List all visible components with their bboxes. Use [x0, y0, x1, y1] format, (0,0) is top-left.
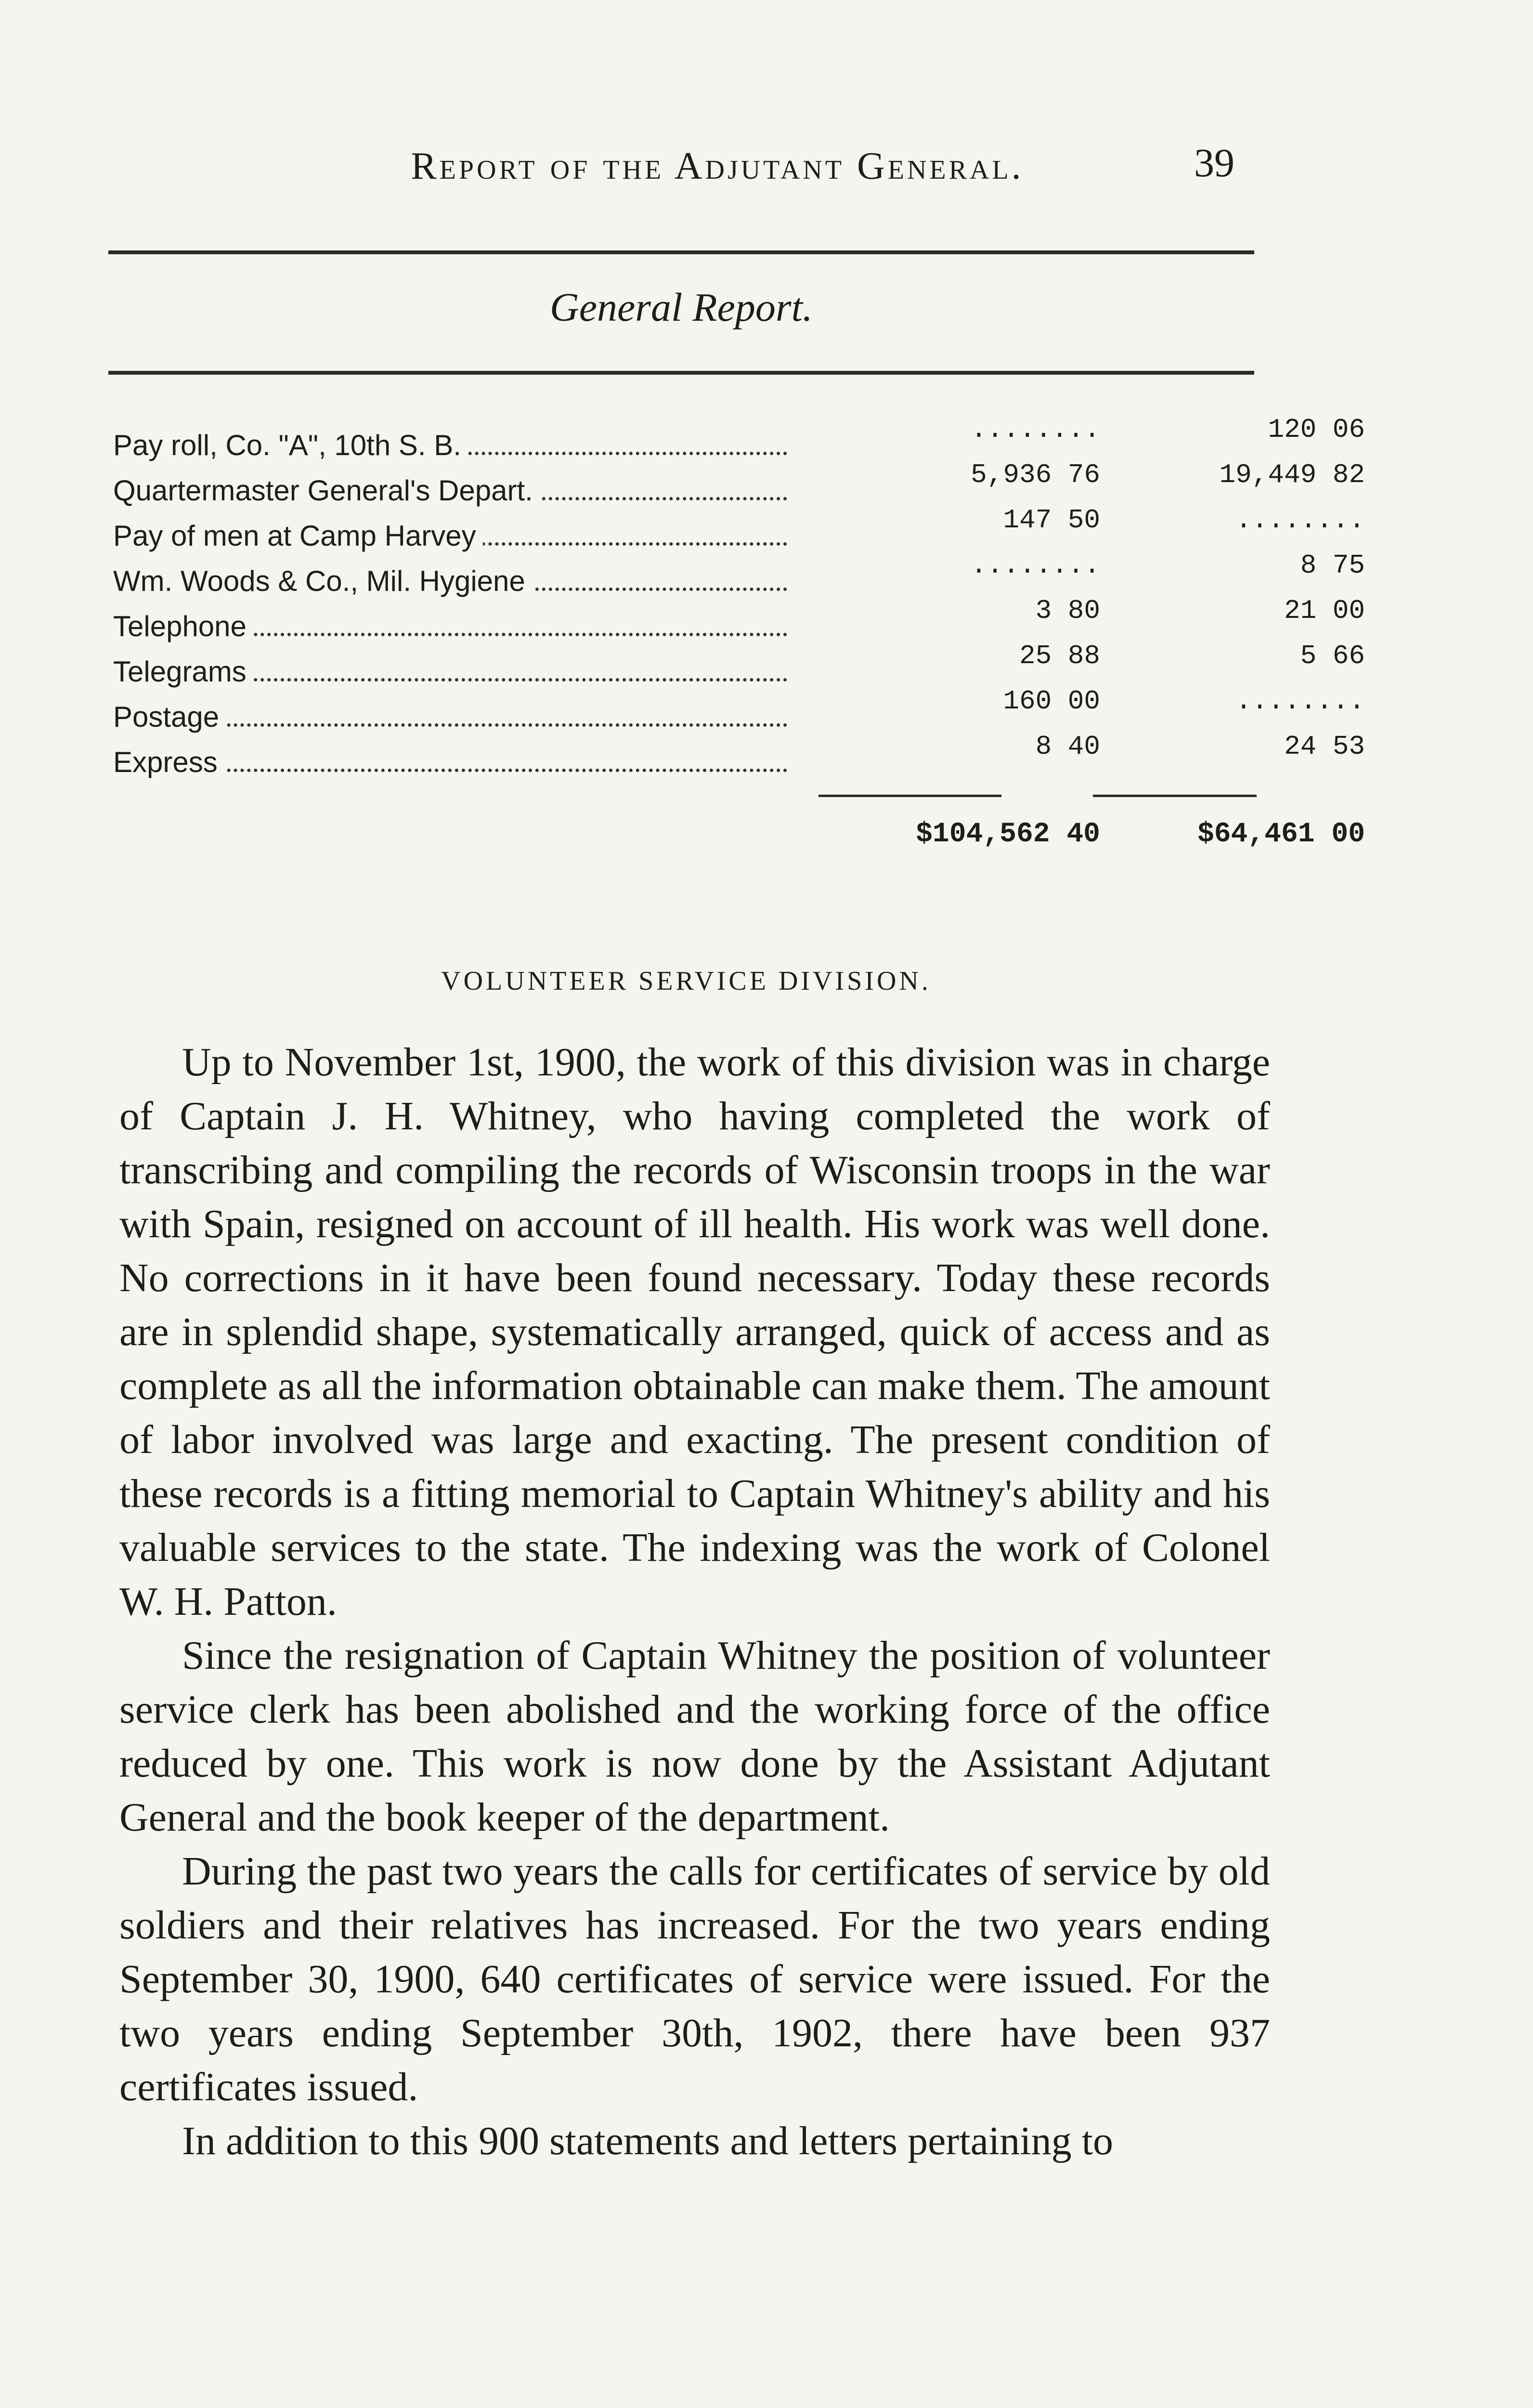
amount-column-2: ........ [1235, 686, 1365, 717]
amount-column-1: 3 80 [1035, 595, 1100, 626]
paragraph: During the past two years the calls for certificates of service by old soldiers and their relatives has increased. For the two years ending September 30, 1900, 640 certificates of service were issued. For the two years ending September 30th, 1902, there have been 937 certificates issued. [119, 1849, 1270, 2109]
amount-column-1: 160 00 [1003, 686, 1100, 717]
ledger-row [113, 550, 1365, 597]
amount-column-2: 21 00 [1284, 595, 1365, 626]
amount-column-1: ........ [971, 414, 1100, 445]
paragraph: In addition to this 900 statements and letters pertaining to [182, 2119, 1113, 2163]
item-label: Wm. Woods & Co., Mil. Hygiene [113, 565, 532, 597]
amount-column-2: 19,449 82 [1219, 459, 1365, 490]
item-label: Postage [113, 701, 226, 733]
item-label: Telephone [113, 610, 253, 642]
amount-column-2: 24 53 [1284, 731, 1365, 762]
amount-column-2: ........ [1235, 505, 1365, 536]
total-column-2: $64,461 00 [1197, 819, 1365, 850]
amount-column-2: 120 06 [1268, 414, 1365, 445]
ledger-row [113, 414, 1365, 461]
expense-ledger [113, 414, 1365, 778]
ledger-row [113, 459, 1365, 507]
ledger-row [113, 505, 1365, 552]
top-rule [108, 250, 1254, 254]
division-heading: VOLUNTEER SERVICE DIVISION. [441, 966, 931, 996]
item-label: Quartermaster General's Depart. [113, 474, 540, 507]
total-column-1: $104,562 40 [916, 819, 1100, 850]
amount-column-1: 25 88 [1019, 641, 1100, 671]
item-label: Pay of men at Camp Harvey [113, 520, 483, 552]
running-head: Report of the Adjutant General. [411, 145, 1024, 187]
item-label: Telegrams [113, 655, 253, 688]
ledger-row [113, 595, 1365, 642]
page-number: 39 [1194, 141, 1234, 185]
sum-rule [1093, 795, 1257, 797]
ledger-row [113, 686, 1365, 733]
amount-column-1: 5,936 76 [971, 459, 1100, 490]
item-label: Pay roll, Co. "A", 10th S. B. [113, 429, 468, 461]
ledger-row [113, 731, 1365, 778]
amount-column-1: 147 50 [1003, 505, 1100, 536]
body-text [119, 1035, 1270, 2168]
totals-row [113, 819, 1365, 867]
item-label: Express [113, 746, 224, 778]
amount-column-1: 8 40 [1035, 731, 1100, 762]
ledger-row [113, 641, 1365, 688]
paragraph: Up to November 1st, 1900, the work of this division was in charge of Captain J. H. Whitney, who having completed the work of transcribing and compiling the records of Wisconsin troops in the war with Spain, resigned on account of ill health. His work was well done. No corrections in it have been found necessary. Today these records are in splendid shape, systematically arranged, quick of access and as complete as all the information obtainable can make them. The amount of labor involved was large and exacting. The present condition of these records is a fitting memorial to Captain Whitney's ability and his valuable services to the state. The indexing was the work of Colonel W. H. Patton. [119, 1040, 1270, 1624]
sum-rule [818, 795, 1001, 797]
amount-column-1: ........ [971, 550, 1100, 581]
paragraph: Since the resignation of Captain Whitney the position of volunteer service clerk has been abolished and the working force of the office reduced by one. This work is now done by the Assistant Adjutant General and the book keeper of the department. [119, 1633, 1270, 1840]
amount-column-2: 8 75 [1300, 550, 1365, 581]
section-title: General Report. [550, 285, 813, 330]
amount-column-2: 5 66 [1300, 641, 1365, 671]
bottom-rule [108, 371, 1254, 375]
